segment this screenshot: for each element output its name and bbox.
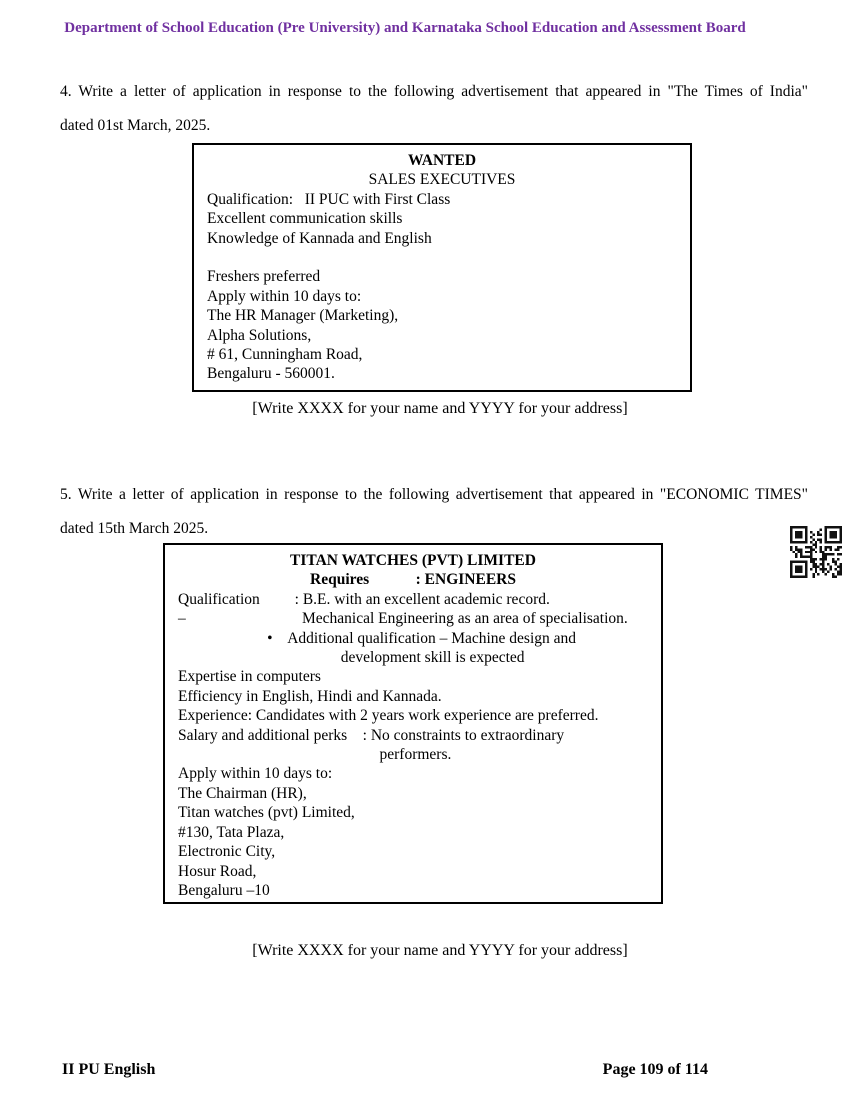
ad-line: Expertise in computers: [178, 668, 321, 686]
ad-line: TITAN WATCHES (PVT) LIMITED: [290, 552, 536, 569]
ad-line: Bengaluru - 560001.: [207, 365, 335, 383]
page-header: Department of School Education (Pre University) and Karnataka School Education and Assessment Board: [64, 20, 746, 36]
ad-line: Freshers preferred: [207, 268, 321, 286]
ad-line: Bengaluru –10: [178, 881, 270, 899]
footer-page-number: Page 109 of 114: [602, 1061, 708, 1078]
ad-line: Qualification : B.E. with an excellent academic record.: [178, 590, 550, 608]
question-4-line-2: dated 01st March, 2025.: [60, 117, 211, 134]
ad-line: Titan watches (pvt) Limited,: [178, 804, 355, 822]
qr-code-icon: [790, 526, 842, 578]
ad-line: The Chairman (HR),: [178, 784, 307, 802]
ad-line: #130, Tata Plaza,: [178, 823, 285, 841]
ad-line: – Mechanical Engineering as an area of specialisation.: [178, 610, 628, 628]
ad-line: Electronic City,: [178, 843, 276, 861]
advertisement-box-titan: [163, 543, 663, 904]
question-5-line-2: dated 15th March 2025.: [60, 520, 209, 537]
question-5-line-1: 5. Write a letter of application in response to the following advertisement that appeared in "ECONOMIC TIMES": [60, 486, 808, 503]
ad-line: # 61, Cunningham Road,: [207, 346, 363, 364]
question-5: [60, 478, 808, 546]
ad-line: SALES EXECUTIVES: [368, 171, 516, 189]
ad-line: performers.: [178, 746, 452, 764]
ad-line: Knowledge of Kannada and English: [207, 229, 432, 247]
question-4: [60, 75, 808, 143]
ad-line: Apply within 10 days to:: [178, 765, 333, 783]
ad-line: Apply within 10 days to:: [207, 287, 362, 305]
footer-document-title: II PU English: [62, 1061, 156, 1078]
ad-line: Hosur Road,: [178, 862, 257, 880]
ad-line: Alpha Solutions,: [207, 326, 312, 344]
instruction-note-1: [Write XXXX for your name and YYYY for your address]: [252, 400, 628, 417]
ad-line: WANTED: [407, 152, 477, 169]
instruction-note-2: [Write XXXX for your name and YYYY for your address]: [252, 942, 628, 959]
question-4-line-1: 4. Write a letter of application in response to the following advertisement that appeared in "The Times of India": [60, 83, 808, 100]
ad-line: Efficiency in English, Hindi and Kannada.: [178, 687, 442, 705]
ad-line: Excellent communication skills: [207, 210, 403, 228]
ad-line: Qualification: II PUC with First Class: [207, 190, 451, 208]
ad-line: • Additional qualification – Machine design and: [178, 629, 577, 647]
ad-line: [207, 248, 677, 267]
ad-line: Salary and additional perks : No constraints to extraordinary: [178, 726, 565, 744]
ad-line: Experience: Candidates with 2 years work experience are preferred.: [178, 707, 599, 725]
advertisement-box-wanted: [192, 143, 692, 392]
ad-line: development skill is expected: [178, 649, 525, 667]
ad-line: Requires : ENGINEERS: [310, 571, 516, 589]
ad-line: The HR Manager (Marketing),: [207, 307, 399, 325]
